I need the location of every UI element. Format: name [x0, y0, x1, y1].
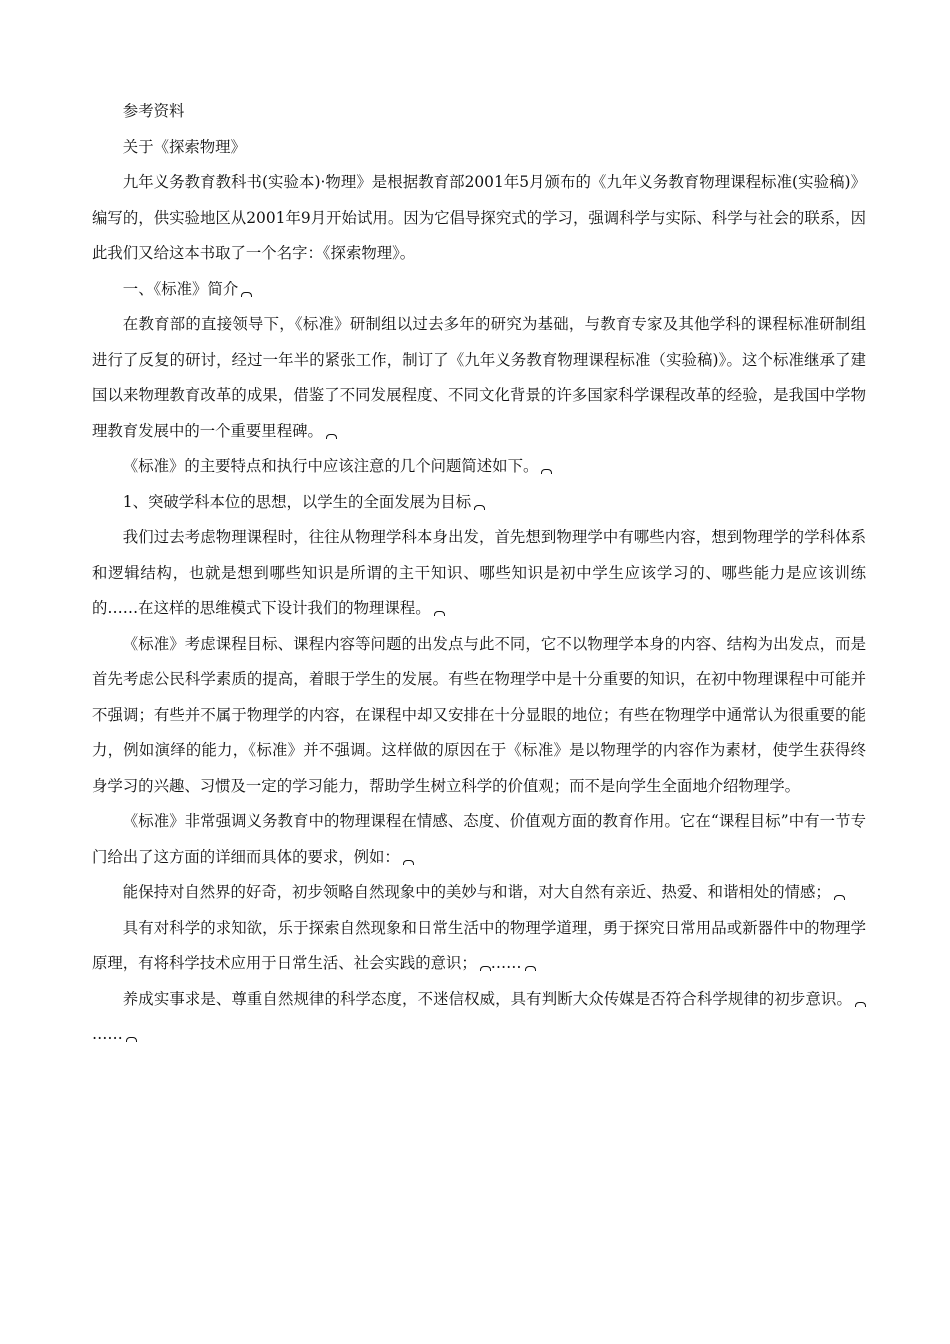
paragraph-mark-icon	[834, 895, 845, 900]
document-body	[92, 94, 866, 1053]
paragraph-intro	[92, 165, 866, 272]
paragraph-text: 《标准》的主要特点和执行中应该注意的几个问题简述如下。	[122, 457, 539, 475]
paragraph-text: 九年义务教育教科书(实验本)·物理》是根据教育部2001年5月颁布的《九年义务教育物理课程标准(实验稿)》编写的，供实验地区从2001年9月开始试用。因为它倡导探究式的学习，强调科学与实际、科学与社会的联系，因此我们又给这本书取了一个名字：《探索物理》。	[92, 173, 866, 262]
point-1-heading	[92, 485, 866, 521]
paragraph-text: 《标准》非常强调义务教育中的物理课程在情感、态度、价值观方面的教育作用。它在“课程目标”中有一节专门给出了这方面的详细而具体的要求，例如：	[92, 812, 866, 866]
paragraph-point-1-past	[92, 520, 866, 627]
section-1-heading	[92, 272, 866, 308]
paragraph-text: 1、突破学科本位的思想，以学生的全面发展为目标	[122, 492, 472, 511]
paragraph-text: 在教育部的直接领导下，《标准》研制组以过去多年的研究为基础，与教育专家及其他学科的课程标准研制组进行了反复的研讨，经过一年半的紧张工作，制订了《九年义务教育物理课程标准（实验稿)》。这个标准继承了建国以来物理教育改革的成果，借鉴了不同发展程度、不同文化背景的许多国家科学课程改革的经验，是我国中学物理教育发展中的一个重要里程碑。	[92, 315, 866, 440]
heading-reference	[92, 94, 866, 130]
ellipsis-text: ……	[92, 1025, 123, 1043]
paragraph-text: 参考资料	[122, 102, 185, 120]
paragraph-mark-icon	[474, 505, 485, 510]
heading-about	[92, 130, 866, 166]
paragraph-standard-summary	[92, 449, 866, 485]
paragraph-mark-icon	[241, 292, 252, 297]
paragraph-goal-curiosity	[92, 875, 866, 911]
paragraph-mark-icon	[525, 966, 536, 971]
ellipsis-text: ……	[490, 954, 522, 972]
paragraph-text: 关于《探索物理》	[122, 137, 246, 156]
paragraph-mark-icon	[855, 1002, 866, 1007]
paragraph-mark-icon	[126, 1037, 137, 1042]
paragraph-goal-attitude	[92, 982, 866, 1053]
paragraph-goal-knowledge	[92, 911, 866, 982]
paragraph-standard-intro	[92, 307, 866, 449]
paragraph-mark-icon	[326, 434, 337, 439]
paragraph-text: 能保持对自然界的好奇，初步领略自然现象中的美妙与和谐，对大自然有亲近、热爱、和谐相处的情感；	[122, 883, 831, 901]
paragraph-mark-icon	[541, 469, 552, 474]
paragraph-text: 一、《标准》简介	[122, 279, 239, 298]
paragraph-point-1-standard	[92, 627, 866, 805]
paragraph-text: 养成实事求是、尊重自然规律的科学态度，不迷信权威，具有判断大众传媒是否符合科学规律的初步意识。	[122, 989, 852, 1008]
paragraph-text: 具有对科学的求知欲，乐于探索自然现象和日常生活中的物理学道理，勇于探究日常用品或新器件中的物理学原理，有将科学技术应用于日常生活、社会实践的意识；	[92, 918, 866, 972]
paragraph-point-1-emotion	[92, 804, 866, 875]
paragraph-text: 我们过去考虑物理课程时，往往从物理学科本身出发，首先想到物理学中有哪些内容，想到物理学的学科体系和逻辑结构，也就是想到哪些知识是所谓的主干知识、哪些知识是初中学生应该学习的、哪些能力是应该训练的……在这样的思维模式下设计我们的物理课程。	[92, 528, 866, 617]
paragraph-mark-icon	[434, 611, 445, 616]
paragraph-mark-icon	[403, 860, 414, 865]
paragraph-text: 《标准》考虑课程目标、课程内容等问题的出发点与此不同，它不以物理学本身的内容、结构为出发点，而是首先考虑公民科学素质的提高，着眼于学生的发展。有些在物理学中是十分重要的知识，在初中物理课程中可能并不强调；有些并不属于物理学的内容，在课程中却又安排在十分显眼的地位；有些在物理学中通常认为很重要的能力，例如演绎的能力，《标准》并不强调。这样做的原因在于《标准》是以物理学的内容作为素材，使学生获得终身学习的兴趣、习惯及一定的学习能力，帮助学生树立科学的价值观；而不是向学生全面地介绍物理学。	[92, 634, 866, 795]
paragraph-mark-icon	[480, 966, 491, 971]
